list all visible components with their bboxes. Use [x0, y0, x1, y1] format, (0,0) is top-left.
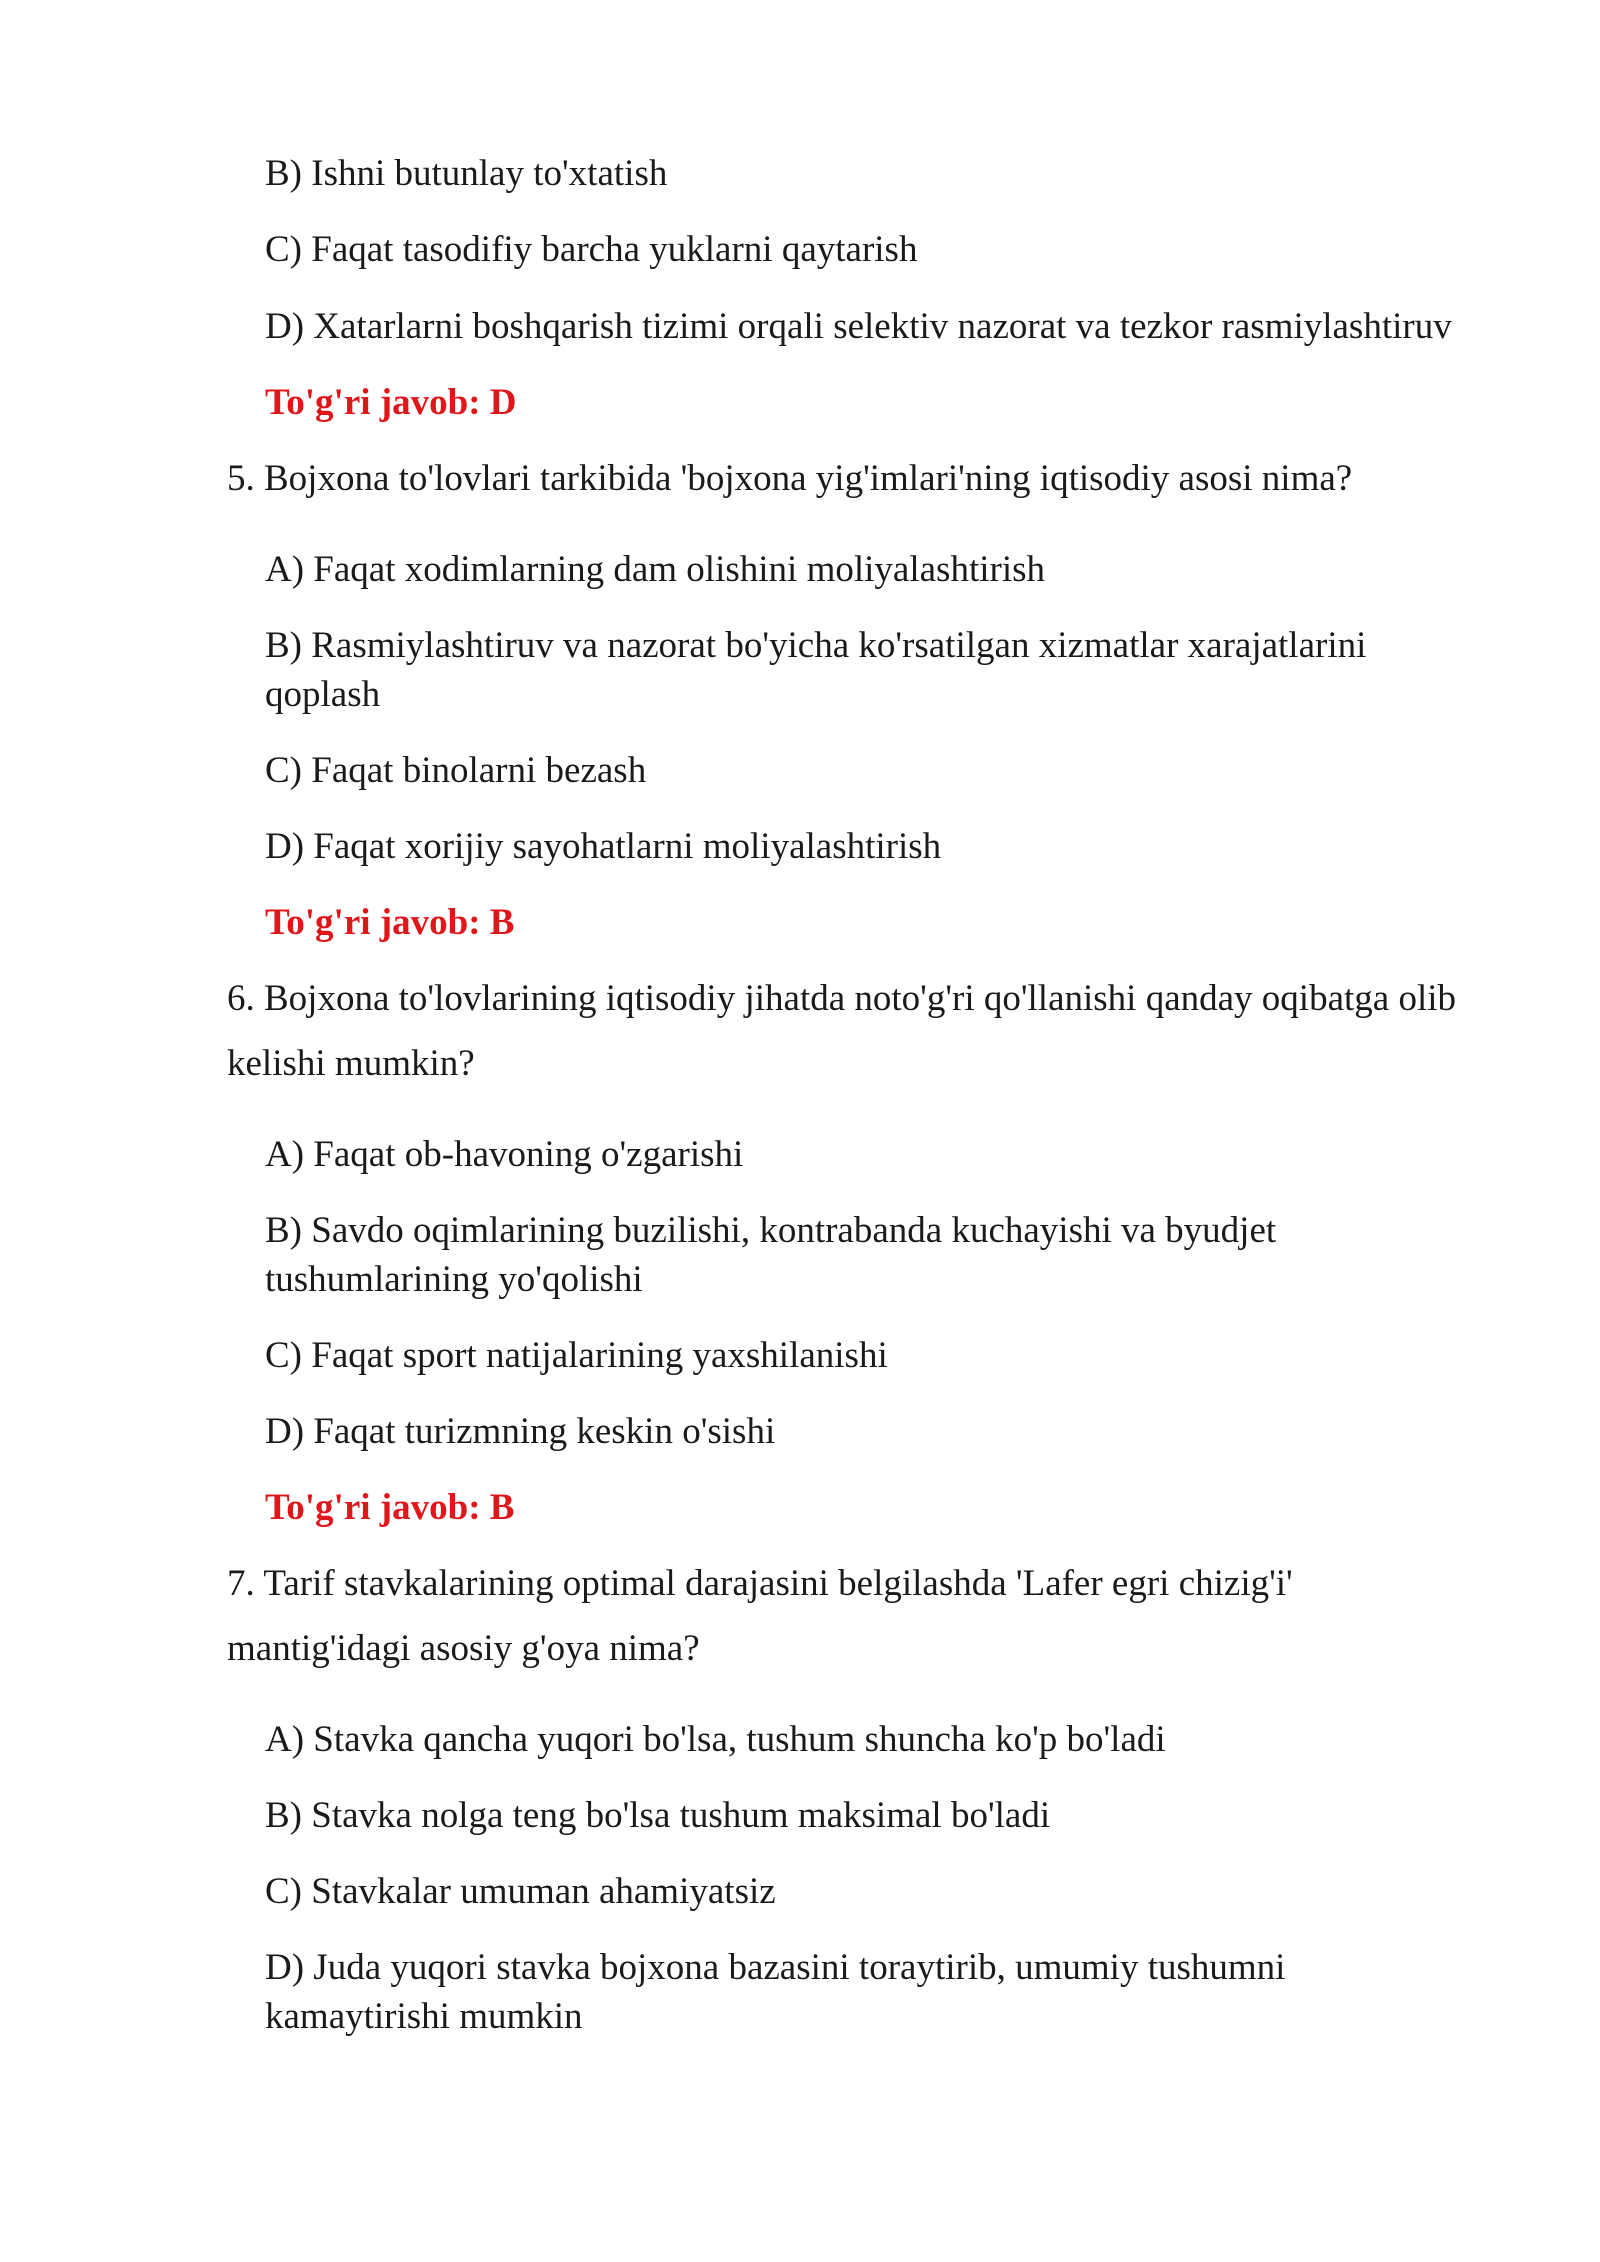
- option-a: A) Faqat xodimlarning dam olishini moliyalashtirish: [265, 549, 1045, 590]
- option-b: B) Stavka nolga teng bo'lsa tushum maksimal bo'ladi: [265, 1795, 1051, 1836]
- option-b: B) Rasmiylashtiruv va nazorat bo'yicha ko'rsatilgan xizmatlar xarajatlarini: [265, 625, 1367, 666]
- option-b: B) Savdo oqimlarining buzilishi, kontrabanda kuchayishi va byudjet: [265, 1210, 1277, 1251]
- option-c: C) Faqat sport natijalarining yaxshilanishi: [265, 1335, 888, 1376]
- question-5: 5. Bojxona to'lovlari tarkibida 'bojxona yig'imlari'ning iqtisodiy asosi nima?: [227, 458, 1353, 499]
- option-c: C) Faqat binolarni bezash: [265, 750, 647, 791]
- option-a: A) Faqat ob-havoning o'zgarishi: [265, 1134, 744, 1175]
- option-d: D) Xatarlarni boshqarish tizimi orqali selektiv nazorat va tezkor rasmiylashtiruv: [265, 306, 1452, 347]
- option-c: C) Faqat tasodifiy barcha yuklarni qaytarish: [265, 229, 918, 270]
- option-d: D) Faqat turizmning keskin o'sishi: [265, 1411, 776, 1452]
- question-6: 6. Bojxona to'lovlarining iqtisodiy jihatda noto'g'ri qo'llanishi qanday oqibatga olib: [227, 978, 1457, 1019]
- question-7-continued: mantig'idagi asosiy g'oya nima?: [227, 1628, 700, 1669]
- correct-answer: To'g'ri javob: B: [265, 1487, 515, 1528]
- option-b: B) Ishni butunlay to'xtatish: [265, 153, 668, 194]
- correct-answer: To'g'ri javob: B: [265, 902, 515, 943]
- option-d: D) Juda yuqori stavka bojxona bazasini toraytirib, umumiy tushumni: [265, 1947, 1286, 1988]
- question-6-continued: kelishi mumkin?: [227, 1043, 475, 1084]
- question-7: 7. Tarif stavkalarining optimal darajasini belgilashda 'Lafer egri chizig'i': [227, 1563, 1293, 1604]
- option-b-continued: tushumlarining yo'qolishi: [265, 1259, 643, 1300]
- correct-answer: To'g'ri javob: D: [265, 382, 517, 423]
- option-d: D) Faqat xorijiy sayohatlarni moliyalashtirish: [265, 826, 942, 867]
- option-d-continued: kamaytirishi mumkin: [265, 1996, 583, 2037]
- option-c: C) Stavkalar umuman ahamiyatsiz: [265, 1871, 776, 1912]
- option-a: A) Stavka qancha yuqori bo'lsa, tushum shuncha ko'p bo'ladi: [265, 1719, 1166, 1760]
- option-b-continued: qoplash: [265, 674, 381, 715]
